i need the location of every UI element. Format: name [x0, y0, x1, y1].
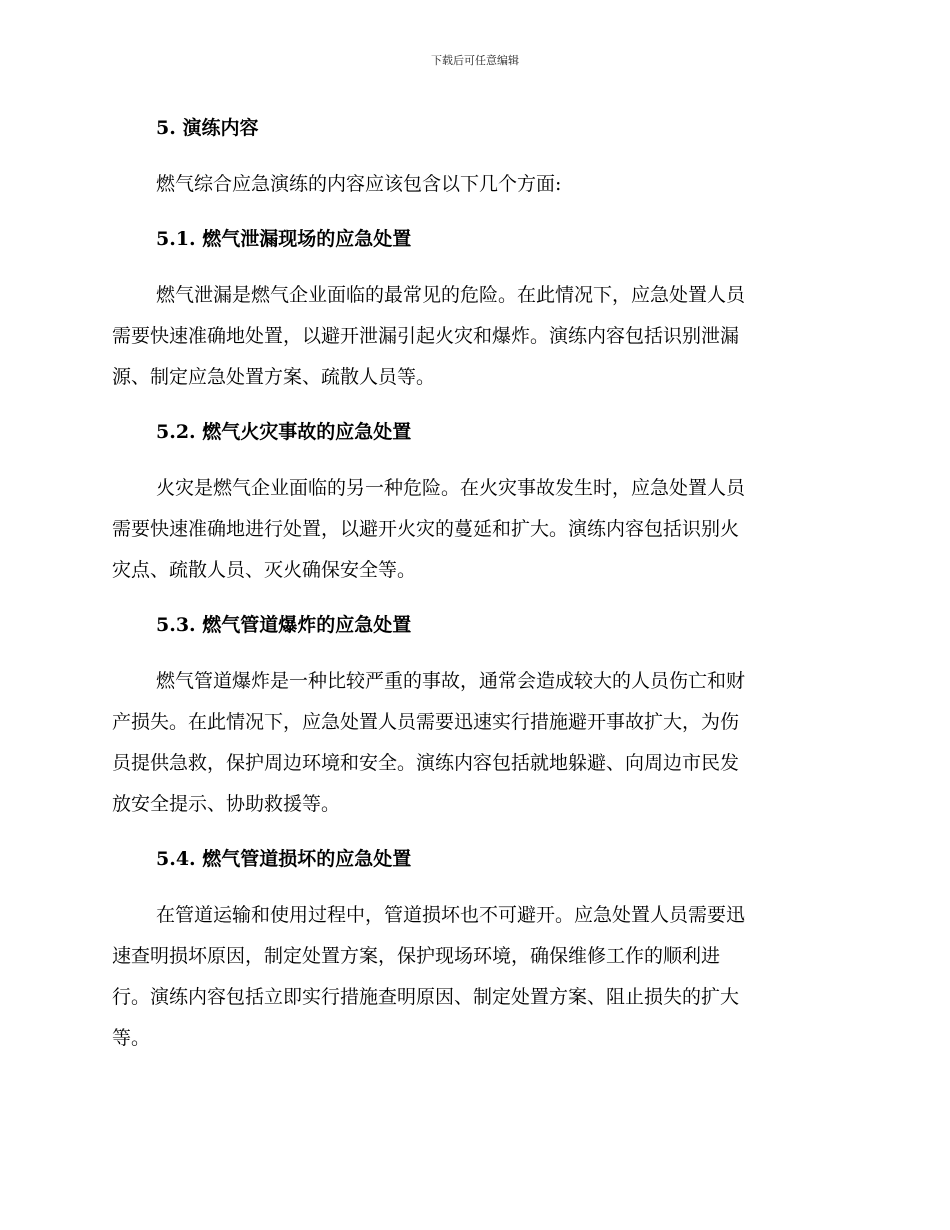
paragraph-line: 灾点、疏散人员、灭火确保安全等。 — [112, 559, 417, 581]
paragraph-line: 等。 — [112, 1027, 151, 1049]
section-heading-5-1: 5.1. 燃气泄漏现场的应急处置 — [156, 228, 412, 250]
section-paragraph-5-1 — [112, 275, 832, 398]
page-header: 下载后可任意编辑 — [431, 54, 519, 67]
paragraph-line: 燃气管道爆炸是一种比较严重的事故，通常会造成较大的人员伤亡和财 — [156, 670, 746, 692]
paragraph-line: 火灾是燃气企业面临的另一种危险。在火灾事故发生时，应急处置人员 — [156, 477, 746, 499]
paragraph-line: 行。演练内容包括立即实行措施查明原因、制定处置方案、阻止损失的扩大 — [112, 986, 740, 1008]
paragraph-line: 源、制定应急处置方案、疏散人员等。 — [112, 366, 436, 388]
section-paragraph-5-3 — [112, 661, 832, 825]
paragraph-line: 在管道运输和使用过程中，管道损坏也不可避开。应急处置人员需要迅 — [156, 904, 746, 926]
paragraph-line: 燃气泄漏是燃气企业面临的最常见的危险。在此情况下，应急处置人员 — [156, 284, 746, 306]
document-body — [112, 108, 832, 1073]
paragraph-line: 员提供急救，保护周边环境和安全。演练内容包括就地躲避、向周边市民发 — [112, 752, 740, 774]
intro-paragraph: 燃气综合应急演练的内容应该包含以下几个方面: — [156, 173, 562, 195]
section-paragraph-5-4 — [112, 895, 832, 1059]
paragraph-line: 放安全提示、协助救援等。 — [112, 793, 341, 815]
section-paragraph-5-2 — [112, 468, 832, 591]
section-heading-5-3: 5.3. 燃气管道爆炸的应急处置 — [156, 614, 412, 636]
paragraph-line: 需要快速准确地处置，以避开泄漏引起火灾和爆炸。演练内容包括识别泄漏 — [112, 325, 740, 347]
section-heading-5-4: 5.4. 燃气管道损坏的应急处置 — [156, 848, 412, 870]
section-heading-5-2: 5.2. 燃气火灾事故的应急处置 — [156, 421, 412, 443]
section-heading-5: 5. 演练内容 — [156, 117, 259, 139]
paragraph-line: 速查明损坏原因，制定处置方案，保护现场环境，确保维修工作的顺利进 — [112, 945, 721, 967]
paragraph-line: 需要快速准确地进行处置，以避开火灾的蔓延和扩大。演练内容包括识别火 — [112, 518, 740, 540]
paragraph-line: 产损失。在此情况下，应急处置人员需要迅速实行措施避开事故扩大，为伤 — [112, 711, 740, 733]
